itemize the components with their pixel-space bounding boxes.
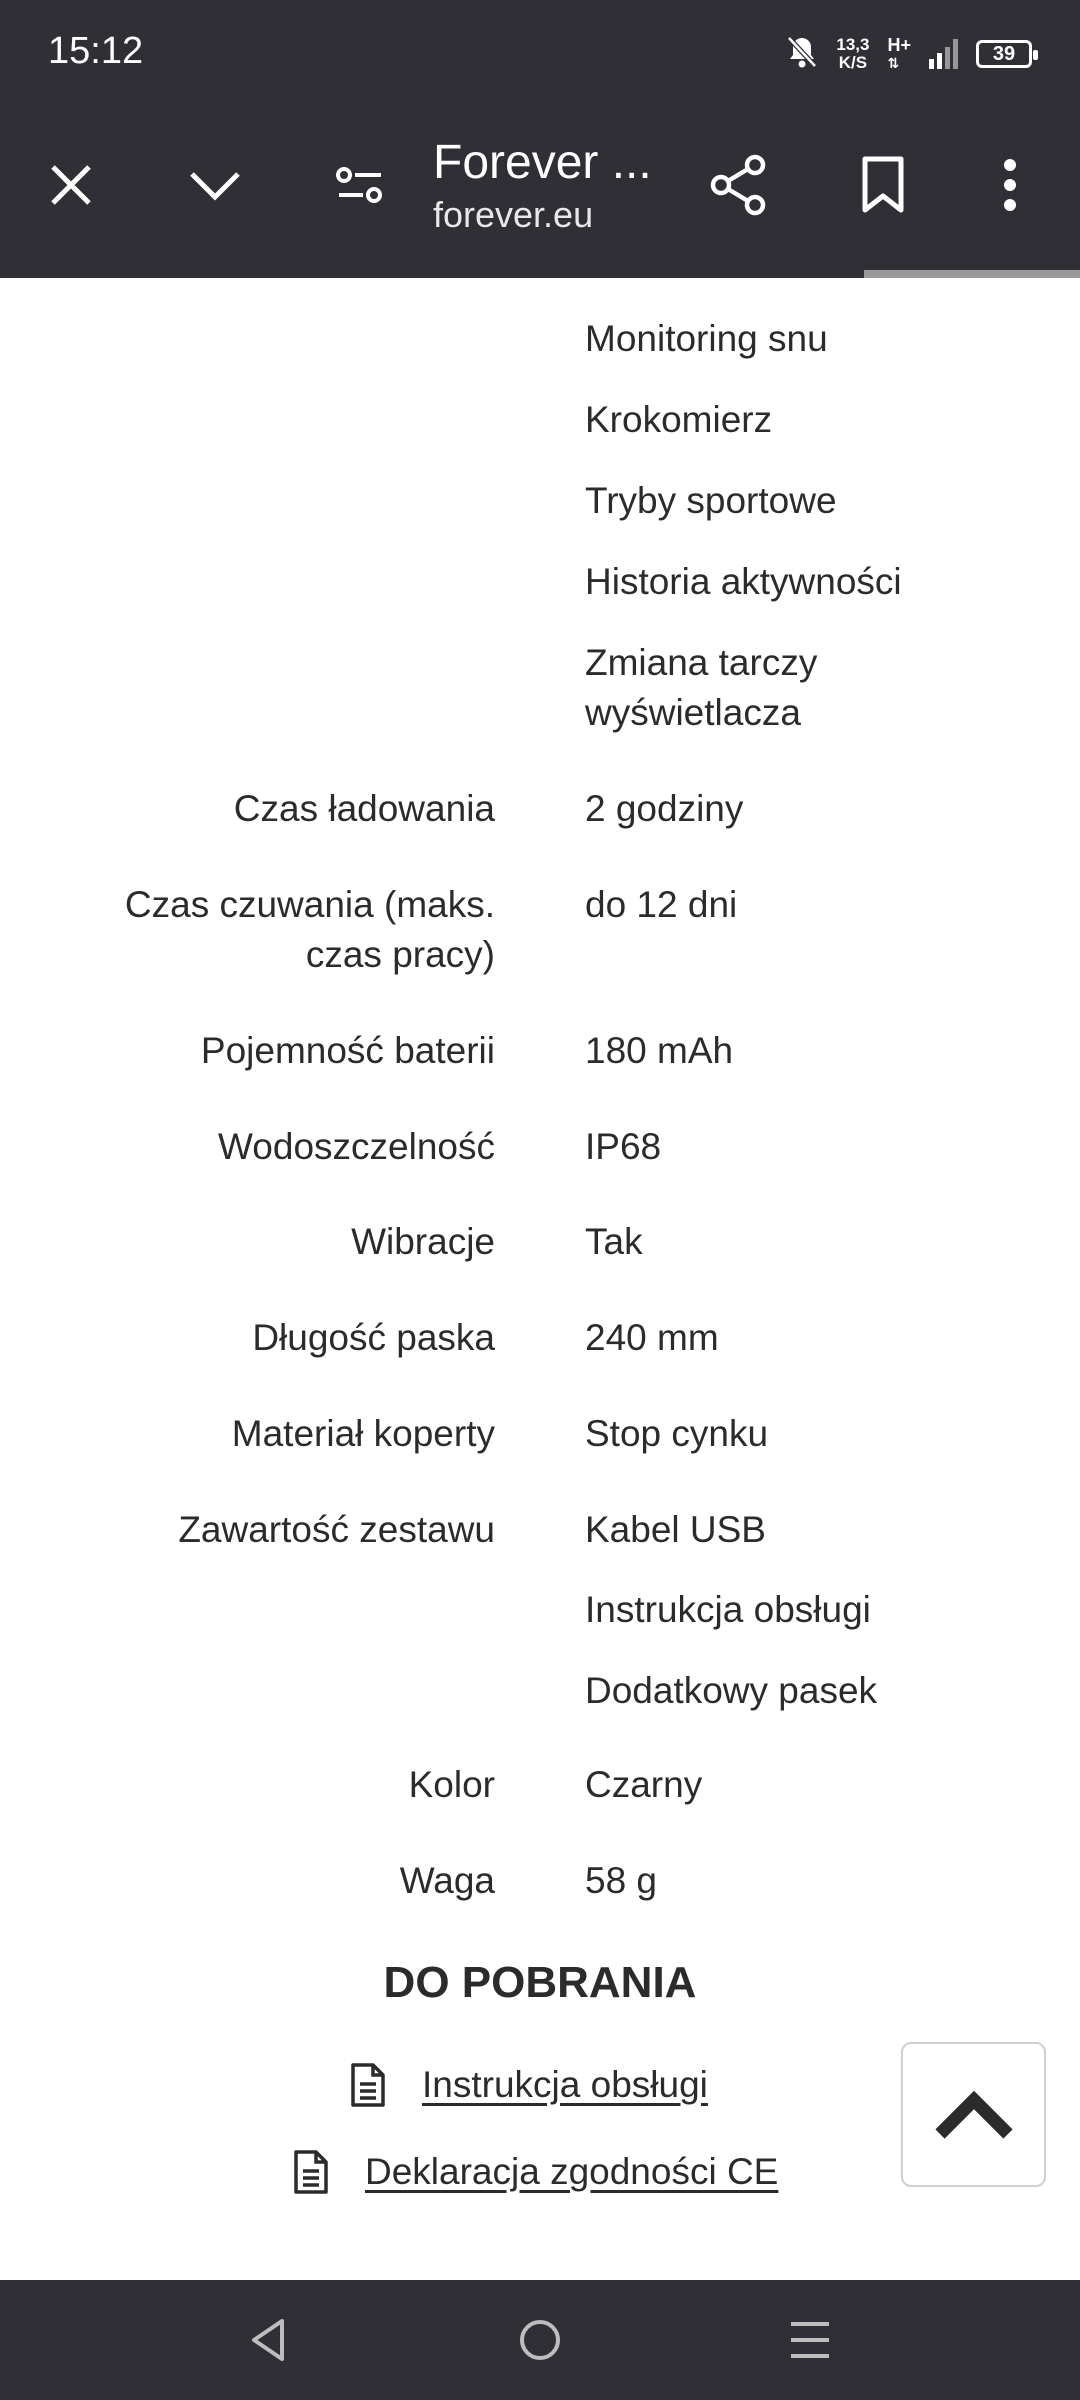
browser-toolbar <box>0 110 1080 272</box>
network-speed <box>836 36 869 72</box>
page-load-progress <box>0 270 1080 278</box>
more-vert-icon <box>1002 158 1018 212</box>
minimize-button[interactable] <box>180 150 250 220</box>
spec-label: Kolor <box>408 1764 495 1805</box>
battery-icon <box>976 40 1032 68</box>
spec-label: Wodoszczelność <box>218 1126 495 1167</box>
spec-label: Wibracje <box>351 1221 495 1262</box>
page-url: forever.eu <box>433 194 594 235</box>
network-type <box>887 36 911 72</box>
bell-off-icon <box>786 35 818 74</box>
home-button[interactable] <box>510 2310 570 2370</box>
feature-value: Krokomierz <box>585 399 773 440</box>
network-label: H+ <box>887 35 911 55</box>
system-nav-bar <box>0 2280 1080 2400</box>
feature-value: Zmiana tarczy wyświetlacza <box>585 642 818 733</box>
spec-value: Instrukcja obsługi <box>585 1589 871 1630</box>
spec-label: Waga <box>399 1860 495 1901</box>
spec-value: 240 mm <box>585 1317 719 1358</box>
network-arrows: ⇅ <box>887 55 900 71</box>
battery-level: 39 <box>992 42 1016 65</box>
page-controls-button[interactable] <box>325 150 395 220</box>
spec-value: 180 mAh <box>585 1030 734 1071</box>
document-icon <box>350 2062 386 2108</box>
spec-label: Długość paska <box>252 1317 495 1358</box>
spec-value: Stop cynku <box>585 1413 769 1454</box>
spec-value: IP68 <box>585 1126 662 1167</box>
home-circle-icon <box>517 2317 563 2363</box>
scroll-to-top-button[interactable] <box>901 2042 1046 2187</box>
page-title-block[interactable] <box>433 134 652 238</box>
spec-label: Czas czuwania (maks. czas pracy) <box>124 884 495 975</box>
spec-value: do 12 dni <box>585 884 738 925</box>
page-controls-icon <box>335 165 385 205</box>
bookmark-button[interactable] <box>848 150 918 220</box>
spec-label: Zawartość zestawu <box>178 1509 495 1550</box>
feature-value: Monitoring snu <box>585 318 828 359</box>
share-icon <box>709 154 767 216</box>
download-link-manual[interactable]: Instrukcja obsługi <box>422 2064 708 2105</box>
feature-value: Historia aktywności <box>585 561 902 602</box>
recents-button[interactable] <box>780 2310 840 2370</box>
spec-value: Kabel USB <box>585 1509 766 1550</box>
bookmark-icon <box>861 156 905 214</box>
spec-label: Czas ładowania <box>233 788 495 829</box>
signal-icon <box>929 39 958 69</box>
spec-label: Pojemność baterii <box>200 1030 495 1071</box>
feature-value: Tryby sportowe <box>585 480 837 521</box>
close-icon <box>48 162 94 208</box>
download-item[interactable] <box>293 2149 778 2195</box>
spec-value: 2 godziny <box>585 788 744 829</box>
menu-lines-icon <box>788 2319 832 2361</box>
page-title: Forever ... <box>433 136 652 189</box>
more-options-button[interactable] <box>975 150 1045 220</box>
document-icon <box>293 2149 329 2195</box>
status-icons <box>786 30 1032 78</box>
close-button[interactable] <box>36 150 106 220</box>
share-button[interactable] <box>703 150 773 220</box>
back-button[interactable] <box>238 2310 298 2370</box>
chevron-down-icon <box>188 168 242 202</box>
spec-value: Tak <box>585 1221 643 1262</box>
download-link-ce-declaration[interactable]: Deklaracja zgodności CE <box>365 2151 779 2192</box>
spec-value: Dodatkowy pasek <box>585 1670 878 1711</box>
spec-label: Materiał koperty <box>231 1413 495 1454</box>
speed-value: 13,3 <box>836 35 870 54</box>
download-item[interactable] <box>350 2062 708 2108</box>
spec-value: Czarny <box>585 1764 703 1805</box>
status-bar <box>0 0 1080 110</box>
back-triangle-icon <box>248 2317 288 2363</box>
spec-value: 58 g <box>585 1860 658 1901</box>
status-time: 15:12 <box>48 30 144 72</box>
chevron-up-icon <box>932 2088 1016 2142</box>
speed-unit: K/S <box>838 53 868 72</box>
downloads-heading: DO POBRANIA <box>383 1958 697 2007</box>
